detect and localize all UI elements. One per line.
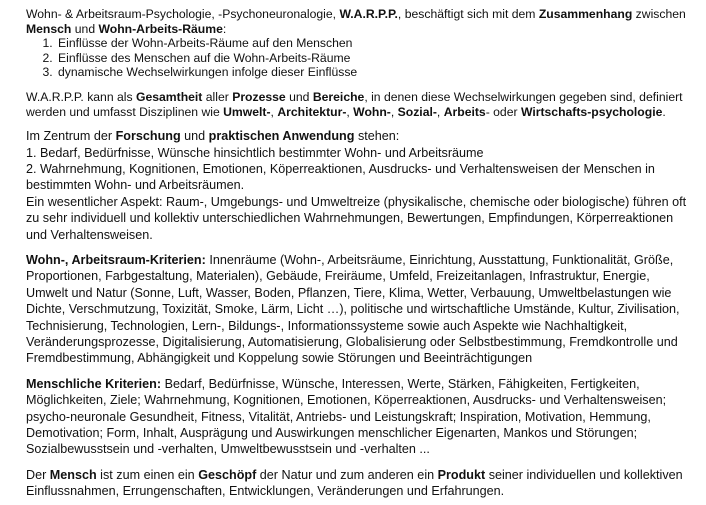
text-run: W.A.R.P.P. kann als [26, 89, 136, 104]
bold-run: Wirtschafts-psychologie [520, 104, 663, 119]
text-run: der Natur und zum anderen ein [256, 467, 438, 482]
bold-run: Wohn-Arbeits-Räume [98, 21, 223, 36]
bold-run: praktischen Anwendung [208, 129, 355, 144]
text-run: aller [202, 89, 233, 104]
text-run: , [346, 104, 354, 119]
text-run: zwischen [632, 7, 686, 21]
research-aspect: Ein wesentlicher Aspekt: Raum-, Umgebungs- und Umweltreize (physikalische, chemische oder biologische) führen oft zu sehr individuell und kollektiv unterschiedlichen Wahrnehmungen, Bewertungen, Empfindungen, Körperreaktionen und Verhaltensweisen. [26, 194, 687, 242]
bold-run: Mensch [49, 467, 97, 482]
text-run: und [71, 21, 99, 36]
list-item: 2. Einflüsse des Menschen auf die Wohn-Arbeits-Räume [56, 51, 690, 66]
criteria-label: Wohn-, Arbeitsraum-Kriterien: [26, 253, 206, 267]
closing-paragraph [26, 467, 690, 500]
bold-run: Architektur- [277, 104, 347, 119]
research-section [26, 128, 690, 500]
text-run: , [270, 104, 278, 119]
text-run: , in denen diese Wechselwirkungen gegeben sind, definiert werden und umfasst Disziplinen wie [26, 89, 683, 119]
text-run: seiner individuellen und kollektiven Einflussnahmen, Errungenschaften, Entwicklungen, Veränderungen und Erfahrungen. [26, 467, 683, 499]
text-run: , [436, 104, 444, 119]
research-point-1: 1. Bedarf, Bedürfnisse, Wünsche hinsichtlich bestimmter Wohn- und Arbeitsräume [26, 145, 484, 160]
human-criteria-label: Menschliche Kriterien: [26, 376, 162, 391]
human-criteria-paragraph [26, 376, 690, 458]
bold-run: Mensch [26, 21, 72, 36]
bold-run: W.A.R.P.P. [339, 7, 398, 21]
bold-run: Forschung [115, 129, 181, 144]
text-run: und [285, 89, 313, 104]
text-run: Der [26, 467, 50, 482]
text-run: , beschäftigt sich mit dem [397, 7, 539, 21]
text-run: - oder [485, 104, 521, 119]
bold-run: Umwelt- [223, 104, 271, 119]
bold-run: Sozial- [397, 104, 437, 119]
list-item: 3. dynamische Wechselwirkungen infolge dieser Einflüsse [56, 65, 690, 80]
document-page [26, 7, 690, 500]
text-run: Wohn- & Arbeitsraum-Psychologie, -Psychoneuronalogie, [26, 7, 340, 21]
bold-run: Bereiche [312, 89, 365, 104]
bold-run: Arbeits [443, 104, 486, 119]
text-run: , [390, 104, 398, 119]
bold-run: Produkt [437, 467, 486, 482]
warpp-definition [26, 90, 690, 119]
intro-paragraph [26, 7, 690, 36]
list-item: 1. Einflüsse der Wohn-Arbeits-Räume auf den Menschen [56, 36, 690, 51]
intro-section [26, 7, 690, 119]
text-run: stehen: [354, 129, 400, 144]
bold-run: Zusammenhang [538, 7, 633, 21]
bold-run: Gesamtheit [135, 89, 203, 104]
text-run: : [222, 21, 227, 36]
text-run: Im Zentrum der [26, 129, 116, 144]
text-run: ist zum einen ein [96, 467, 199, 482]
text-run: . [662, 104, 666, 119]
bold-run: Prozesse [232, 89, 286, 104]
research-point-2: 2. Wahrnehmung, Kognitionen, Emotionen, Köperreaktionen, Ausdrucks- und Verhaltensweisen der Menschen in bestimmten Wohn- und Arbeitsräumen. [26, 161, 655, 193]
criteria-text: Innenräume (Wohn-, Arbeitsräume, Einrichtung, Ausstattung, Funktionalität, Größe, Proportionen, Farbgestaltung, Materialen), Gebäude, Freiräume, Umfeld, Freizeitanlagen, Infrastruktur, Energie, Umwelt und Natur (Sonne, Luft, Wasser, Boden, Pflanzen, Tiere, Klima, Wetter, Verbauung, Umweltbelastungen wie Dichte, Verschmutzung, Toxizität, Smoke, Lärm, Licht …), politische und wirtschaftliche Umstände, Kultur, Zivilisation, Technisierung, Technologien, Lern-, Bildungs-, Informationssysteme sowie auch Aspekte wie Nachhaltigkeit, Veränderungsprozesse, Digitalisierung, Automatisierung, Globalisierung oder Selbstbestimmung, Fremdkontrolle und Fremdbestimmung, Abhängigkeit und Koppelung sowie Störungen und Beeinträchtigungen [26, 253, 680, 366]
bold-run: Geschöpf [198, 467, 257, 482]
criteria-paragraph [26, 252, 690, 367]
research-heading [26, 128, 690, 144]
influence-list [26, 36, 690, 80]
bold-run: Wohn- [353, 104, 391, 119]
human-criteria-text: Bedarf, Bedürfnisse, Wünsche, Interessen, Werte, Stärken, Fähigkeiten, Fertigkeiten, Möglichkeiten, Ziele; Wahrnehmung, Kognitionen, Emotionen, Köperreaktionen, Ausdrucks- und Verhaltensweisen; psycho-neuronale Gesundheit, Fitness, Vitalität, Antriebs- und Leistungskraft; Inspiration, Motivation, Hemmung, Demotivation; Form, Inhalt, Ausprägung und Auswirkungen menschlicher Eigenarten, Mankos und Störungen; Sozialbewusstsein und -verhalten, Umweltbewusstsein und -verhalten ... [26, 376, 667, 457]
text-run: und [180, 129, 209, 144]
